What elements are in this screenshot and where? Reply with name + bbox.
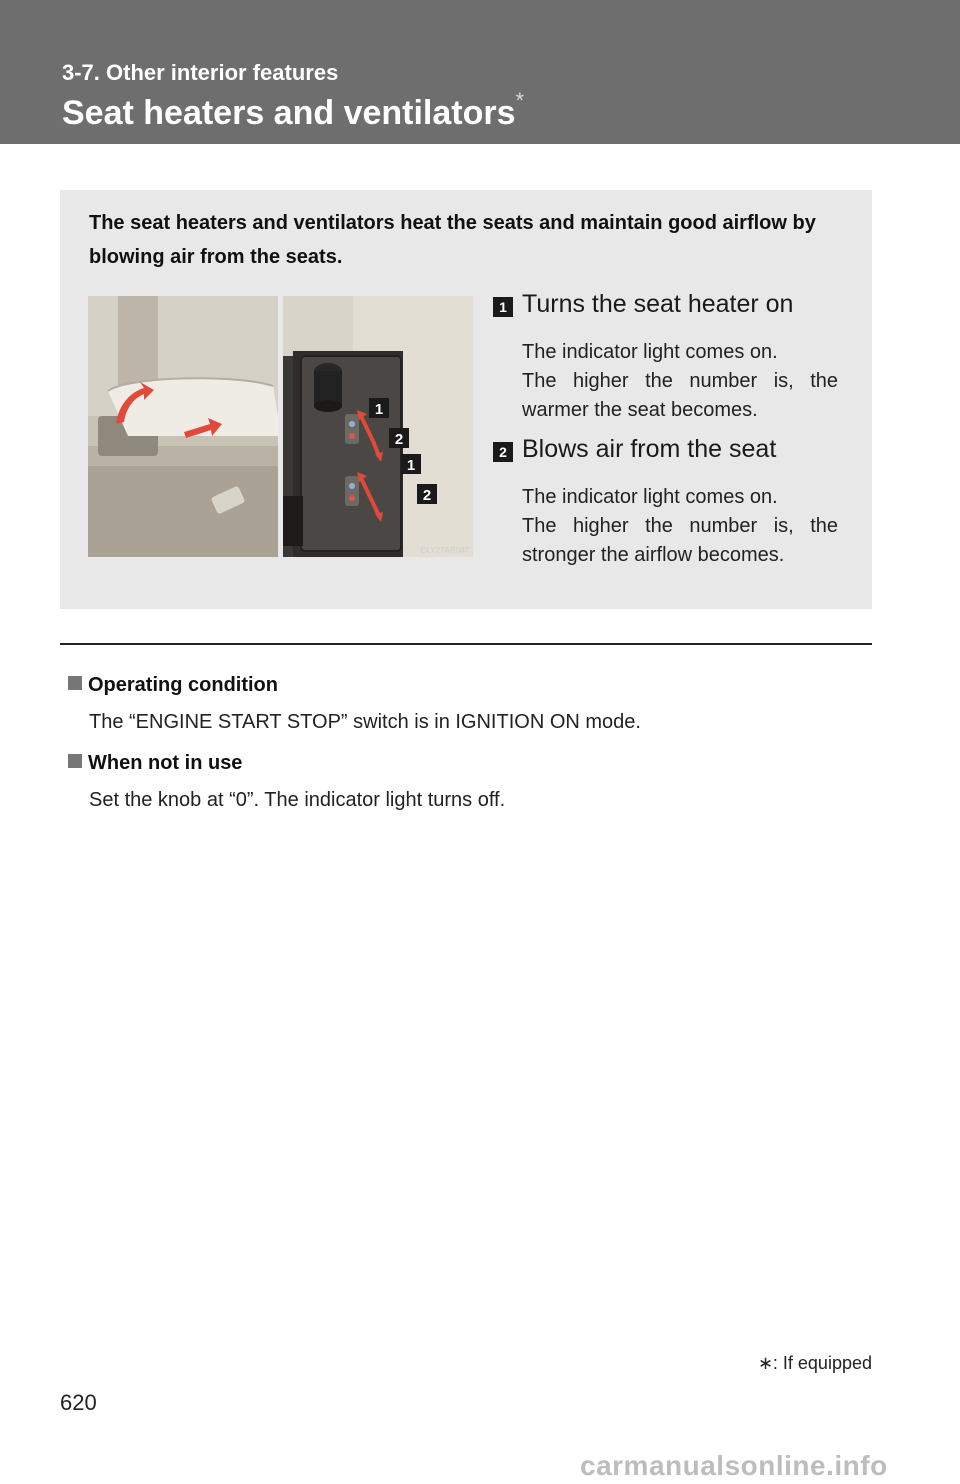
- page-header: [0, 0, 960, 144]
- switch-panel-photo: [283, 296, 473, 557]
- callout-label: 1: [406, 457, 416, 474]
- heater-desc-line-1: The indicator light comes on.: [522, 341, 778, 363]
- square-bullet-icon: [68, 676, 82, 690]
- image-code: CLY27AR047: [420, 546, 469, 555]
- when-not-in-use-note: [68, 752, 868, 812]
- heater-item-title: Turns the seat heater on: [522, 290, 794, 318]
- page-title: [62, 88, 525, 133]
- page-number: 620: [60, 1390, 97, 1415]
- note-body: The “ENGINE START STOP” switch is in IGNITION ON mode.: [89, 711, 641, 733]
- if-equipped-mark: *: [515, 88, 525, 113]
- overview-panel: [60, 190, 872, 609]
- callout-label: 2: [394, 431, 404, 448]
- footnote: ∗: If equipped: [757, 1353, 872, 1373]
- ventilator-item-title: Blows air from the seat: [522, 435, 777, 463]
- note-heading-text: Operating condition: [88, 674, 278, 696]
- intro-text: The seat heaters and ventilators heat the seats and maintain good airflow by blowing air from the seats.: [89, 212, 816, 268]
- ventilator-desc-line-2: The higher the number is, the stronger the airflow becomes.: [522, 515, 838, 566]
- callout-label: 1: [374, 401, 384, 418]
- note-heading: [68, 752, 868, 775]
- square-bullet-icon: [68, 754, 82, 768]
- section-label: 3-7. Other interior features: [62, 60, 339, 85]
- note-heading-text: When not in use: [88, 752, 243, 774]
- heater-desc-line-2: The higher the number is, the warmer the seat becomes.: [522, 370, 838, 421]
- section-divider: [60, 643, 872, 645]
- armrest-photo: [88, 296, 278, 557]
- ventilator-item-description: [522, 483, 838, 570]
- number-badge: 2: [493, 442, 513, 462]
- callout-label: 2: [422, 487, 432, 504]
- note-body: Set the knob at “0”. The indicator light turns off.: [89, 789, 506, 811]
- watermark: carmanualsonline.info: [580, 1450, 888, 1481]
- number-badge: 1: [493, 297, 513, 317]
- note-heading: [68, 674, 868, 697]
- page-title-text: Seat heaters and ventilators: [62, 94, 516, 132]
- ventilator-desc-line-1: The indicator light comes on.: [522, 486, 778, 508]
- operating-condition-note: [68, 674, 868, 734]
- heater-item-description: [522, 338, 838, 425]
